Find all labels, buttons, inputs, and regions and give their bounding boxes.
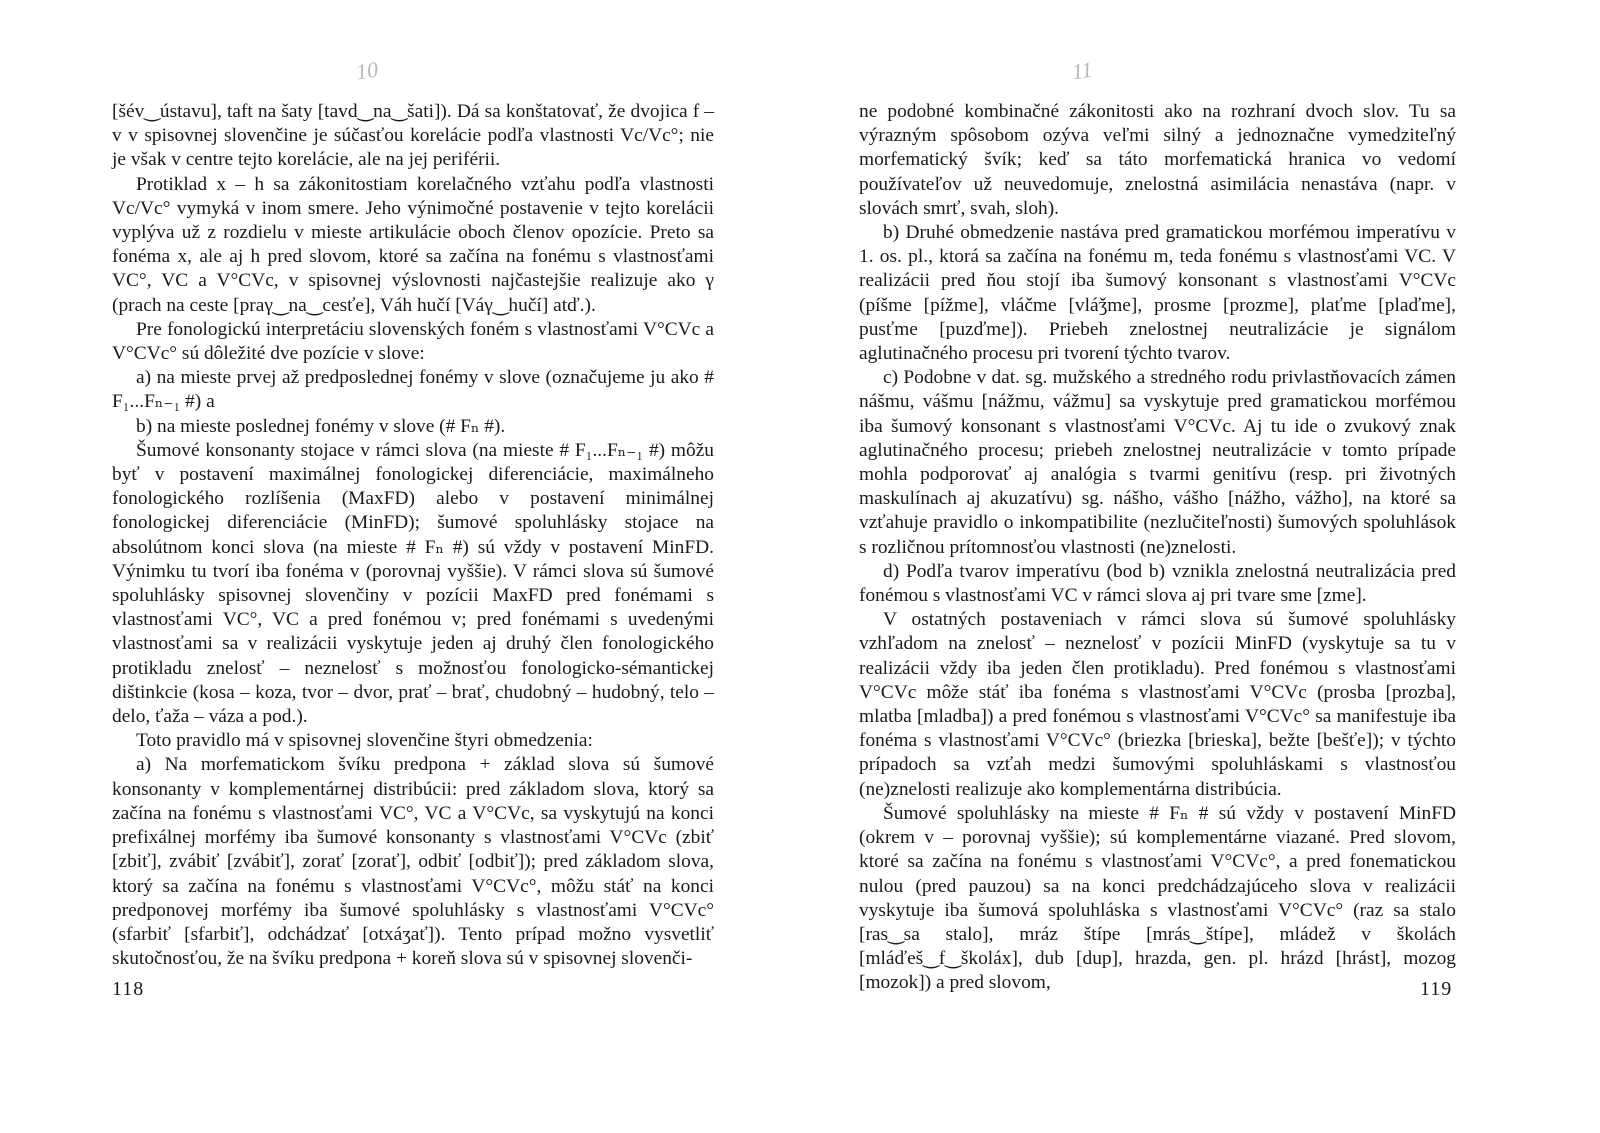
paragraph: ne podobné kombinačné zákonitosti ako na rozhraní dvoch slov. Tu sa výrazným spôsobom ozýva veľmi silný a jednoznačne vymedziteľný morfematický švík; keď sa táto morfematická hranica vo vedomí používateľov už neuvedomuje, znelostná asimilácia nenastáva (napr. v slovách smrť, svah, sloh). [859,101,1456,219]
right-page [800,0,1600,1133]
paragraph: Protiklad x – h sa zákonitostiam korelačného vzťahu podľa vlastnosti Vc/Vc° vymyká v inom smere. Jeho výnimočné postavenie v tejto korelácii vyplýva už z rozdielu v mieste artikulácie oboch členov opozície. Preto sa fonéma x, ale aj h pred slovom, ktoré sa začína na fonému s vlastnosťami VC°, VC a V°CVc, v spisovnej výslovnosti najčastejšie realizuje ako γ (prach na ceste [praγ‿na‿cesťe], Váh hučí [Váγ‿hučí] atď.). [112,173,714,316]
page-number: 118 [112,978,145,1000]
body-text [112,100,714,971]
paragraph: Šumové spoluhlásky na mieste # Fₙ # sú vždy v postavení MinFD (okrem v – porovnaj vyššie); sú komplementárne viazané. Pred slovom, ktoré sa začína na fonému s vlastnosťami V°CVc°, a pred fonematickou nulou (pred pauzou) sa na konci predchádzajúceho slova v realizácii vyskytuje iba šumová spoluhláska s vlastnosťami V°CVc° (raz sa stalo [ras‿sa stalo], mráz štípe [mrás‿štípe], mládež v školách [mláďeš‿f‿školáx], dub [dup], hrazda, gen. pl. hrázd [hrást], mozog [mozok]) a pred slovom, [859,802,1456,994]
paragraph: b) Druhé obmedzenie nastáva pred gramatickou morfémou imperatívu v 1. os. pl., ktorá sa začína na fonému m, teda fonému s vlastnosťami VC. V realizácii pred ňou stojí iba šumový konsonant s vlastnosťami V°CVc (píšme [pížme], vláčme [vláǯme], prosme [prozme], plaťme [plaďme], pusťme [puzďme]). Priebeh znelostnej neutralizácie je signálom aglutinačného procesu pri tvorení týchto tvarov. [859,222,1456,365]
paragraph: [šév‿ústavu], taft na šaty [tavd‿na‿šati]). Dá sa konštatovať, že dvojica f – v v spisovnej slovenčine je súčasťou korelácie podľa vlastnosti Vc/Vc°; nie je však v centre tejto korelácie, ale na jej periférii. [112,101,714,171]
paragraph: a) Na morfematickom švíku predpona + základ slova sú šumové konsonanty v komplementárnej distribúcii: pred základom slova, ktorý sa začína na fonému s vlastnosťami VC°, VC a V°CVc, sa vyskytujú na konci prefixálnej morfémy iba šumové konsonanty s vlastnosťami V°CVc (zbiť [zbiť], zvábiť [zvábiť], zorať [zorať], odbiť [odbiť]); pred základom slova, ktorý sa začína na fonému s vlastnosťami V°CVc°, môžu stáť na konci predponovej morfémy iba šumové spoluhlásky s vlastnosťami V°CVc° (sfarbiť [sfarbiť], odchádzať [otxáʒať]). Tento prípad možno vysvetliť skutočnosťou, že na švíku predpona + koreň slova sú v spisovnej slovenči- [112,754,714,970]
handwritten-page-mark: 10 [354,56,380,85]
paragraph: b) na mieste poslednej fonémy v slove (# Fₙ #). [136,415,506,437]
page-number: 119 [1420,978,1453,1000]
paragraph: Šumové konsonanty stojace v rámci slova (na mieste # F₁...Fₙ₋₁ #) môžu byť v postavení maximálnej fonologickej diferenciácie, maximálneho fonologického rozlíšenia (MaxFD) alebo v postavení minimálnej fonologickej diferenciácie (MinFD); šumové spoluhlásky stojace na absolútnom konci slova (na mieste # Fₙ #) sú vždy v postavení MinFD. Výnimku tu tvorí iba fonéma v (porovnaj vyššie). V rámci slova sú šumové spoluhlásky spisovnej slovenčiny v pozícii MaxFD pred fonémami s vlastnosťami VC°, VC a pred fonémou v; pred fonémami s uvedenými vlastnosťami sa v realizácii vyskytuje jeden aj druhý člen fonologického protikladu znelosť – neznelosť s možnosťou fonologicko-sémantickej dištinkcie (kosa – koza, tvor – dvor, prať – brať, chudobný – hudobný, telo – delo, ťaža – váza a pod.). [112,439,714,728]
paragraph: a) na mieste prvej až predposlednej fonémy v slove (označujeme ju ako # F₁...Fₙ₋₁ #) a [112,367,714,413]
handwritten-page-mark: 11 [1070,56,1094,85]
body-text [859,100,1456,996]
paragraph: d) Podľa tvarov imperatívu (bod b) vznikla znelostná neutralizácia pred fonémou s vlastnosťami VC v rámci slova aj pri tvare sme [zme]. [859,560,1456,607]
paragraph: Toto pravidlo má v spisovnej slovenčine štyri obmedzenia: [136,730,593,752]
paragraph: V ostatných postaveniach v rámci slova sú šumové spoluhlásky vzhľadom na znelosť – neznelosť v pozícii MinFD (vyskytuje sa tu v realizácii vždy iba jeden člen protikladu). Pred fonémou s vlastnosťami V°CVc môže stáť iba fonéma s vlastnosťami V°CVc (prosba [prozba], mlatba [mladba]) a pred fonémou s vlastnosťami V°CVc° sa manifestuje iba fonéma s vlastnosťami V°CVc° (briezka [brieska], bežte [bešťe]); v týchto prípadoch sa vzťah medzi šumovými spoluhláskami s vlastnosťou (ne)znelosti realizuje ako komplementárna distribúcia. [859,609,1456,800]
paragraph: c) Podobne v dat. sg. mužského a stredného rodu privlastňovacích zámen nášmu, vášmu [nážmu, vážmu] sa vyskytuje pred gramatickou morfémou iba šumový konsonant s vlastnosťami V°CVc. Aj tu ide o zvukový znak aglutinačného procesu; priebeh znelostnej neutralizácie v tomto prípade mohla podporovať aj analógia s tvarmi genitívu (resp. pri životných maskulínach aj akuzatívu) sg. nášho, vášho [nážho, vážho], na ktoré sa vzťahuje pravidlo o inkompatibilite (nezlučiteľnosti) šumových spoluhlások s rozličnou prítomnosťou vlastnosti (ne)znelosti. [859,367,1456,558]
paragraph: Pre fonologickú interpretáciu slovenských foném s vlastnosťami V°CVc a V°CVc° sú dôležité dve pozície v slove: [112,318,714,365]
